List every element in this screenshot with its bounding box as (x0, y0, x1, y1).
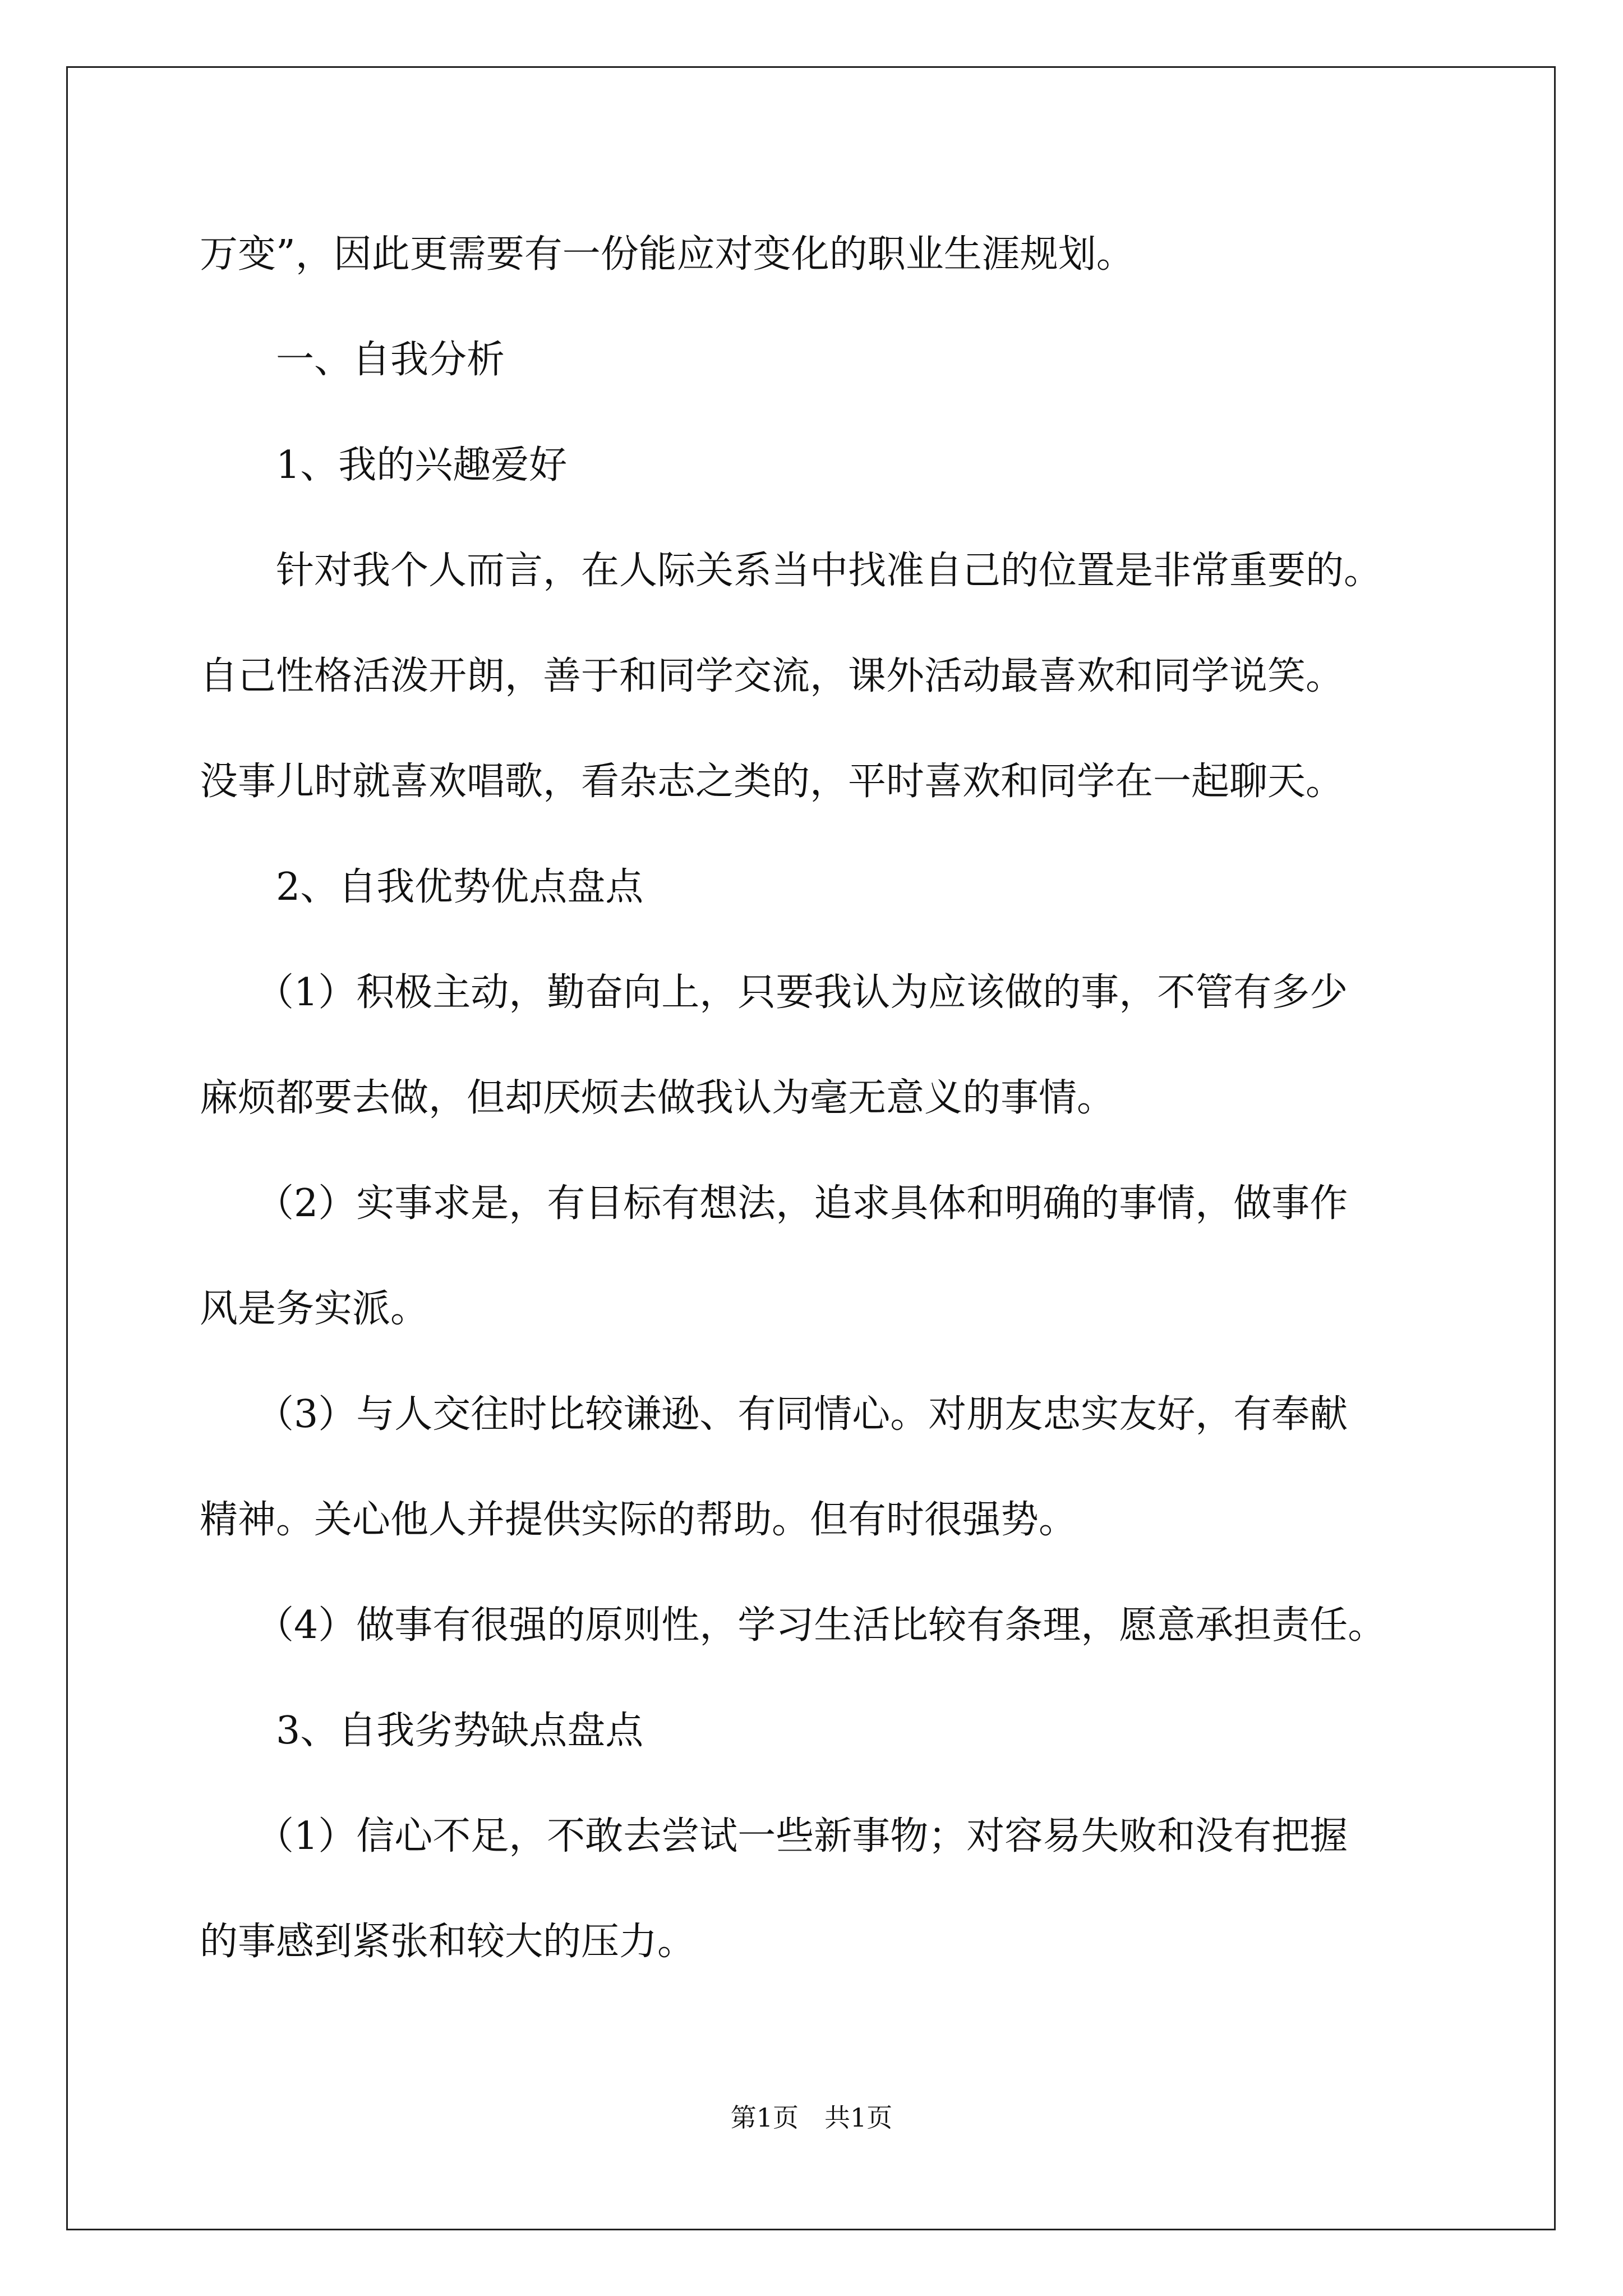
paragraph: 自己性格活泼开朗，善于和同学交流，课外活动最喜欢和同学说笑。 (200, 654, 1344, 698)
subsection-heading: 1、我的兴趣爱好 (276, 443, 568, 487)
list-item: （2）实事求是，有目标有想法，追求具体和明确的事情，做事作 (256, 1181, 1348, 1226)
document-body (200, 202, 1433, 1995)
subsection-heading: 2、自我优势优点盘点 (276, 865, 644, 909)
section-heading: 一、自我分析 (276, 338, 505, 382)
paragraph: 的事感到紧张和较大的压力。 (200, 1920, 696, 1964)
paragraph: 针对我个人而言，在人际关系当中找准自己的位置是非常重要的。 (276, 549, 1382, 593)
paragraph: 万变”，因此更需要有一份能应对变化的职业生涯规划。 (200, 232, 1135, 277)
paragraph: 风是务实派。 (200, 1287, 429, 1331)
list-item: （1）积极主动，勤奋向上，只要我认为应该做的事，不管有多少 (256, 970, 1348, 1015)
list-item: （1）信心不足，不敢去尝试一些新事物；对容易失败和没有把握 (256, 1814, 1348, 1858)
list-item: （3）与人交往时比较谦逊、有同情心。对朋友忠实友好，有奉献 (256, 1392, 1348, 1437)
paragraph: 麻烦都要去做，但却厌烦去做我认为毫无意义的事情。 (200, 1076, 1115, 1120)
list-item: （4）做事有很强的原则性，学习生活比较有条理，愿意承担责任。 (256, 1603, 1386, 1648)
page-footer: 第1页 共1页 (730, 2102, 893, 2133)
paragraph: 精神。关心他人并提供实际的帮助。但有时很强势。 (200, 1498, 1077, 1542)
paragraph: 没事儿时就喜欢唱歌，看杂志之类的，平时喜欢和同学在一起聊天。 (200, 760, 1344, 804)
subsection-heading: 3、自我劣势缺点盘点 (276, 1709, 644, 1753)
